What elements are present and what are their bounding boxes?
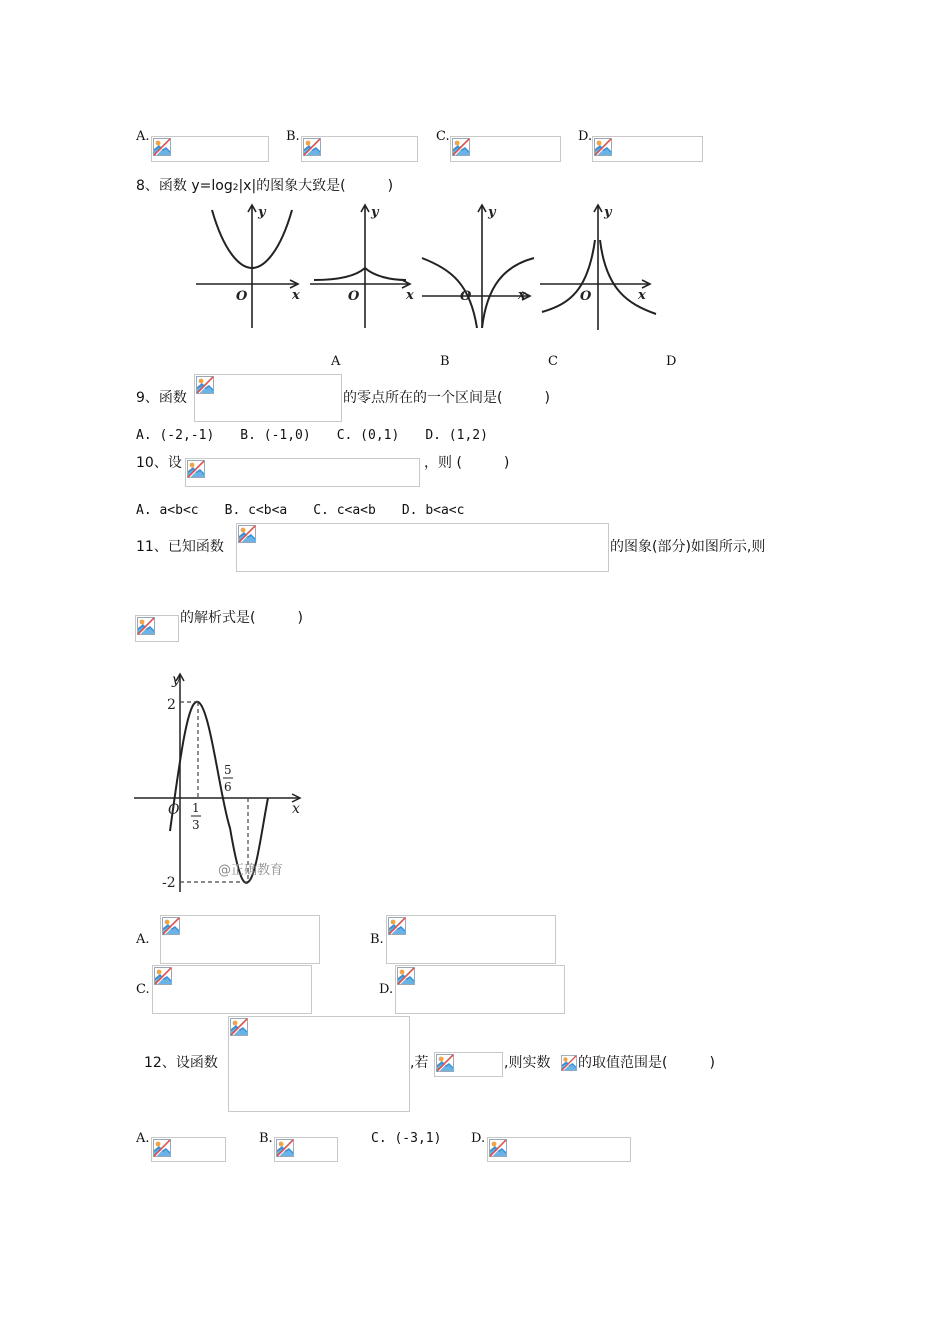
graph-option-a: A [331,354,341,369]
graph-y-label: y [172,672,180,688]
q12-option-image-d [487,1137,631,1162]
broken-image-icon [153,1139,171,1157]
broken-image-icon [162,917,180,935]
q11-option-image-d [395,965,565,1014]
graph-origin: O [168,802,180,818]
graph-b-y-label: y [371,205,379,220]
broken-image-icon [187,460,205,478]
graph-c-y-label: y [488,205,496,220]
graph-b-origin: O [348,289,360,304]
question-8-graphs [190,200,670,340]
broken-image-icon [489,1139,507,1157]
q12-option-label-d: D. [471,1131,486,1146]
broken-image-icon [230,1018,248,1036]
option-image-d [592,136,703,162]
question-12-mid2: ,则实数 [504,1055,551,1071]
question-9-suffix: 的零点所在的一个区间是( ) [343,390,550,406]
q12-option-image-a [151,1137,226,1162]
option-image-c [450,136,561,162]
broken-image-icon [388,917,406,935]
broken-image-icon [594,138,612,156]
graph-a-y-label: y [258,205,266,220]
broken-image-icon [452,138,470,156]
q12-option-image-b [274,1137,338,1162]
graph-c-x-label: x [518,288,526,303]
broken-image-icon [137,617,155,635]
option-image-b [301,136,418,162]
graph-d-y-label: y [604,205,612,220]
question-12-mid1: ,若 [410,1055,429,1071]
question-11-suffix: 的图象(部分)如图所示,则 [610,539,766,555]
broken-image-icon [153,138,171,156]
tick-1-3-num: 1 [192,801,200,815]
broken-image-icon [196,376,214,394]
question-10-prefix: 10、设 [136,455,182,471]
graph-option-c: C [548,354,558,369]
q11-option-image-b [386,915,556,964]
graph-a-origin: O [236,289,248,304]
q11-option-label-a: A. [136,932,150,947]
broken-image-icon [238,525,256,543]
graph-option-d: D [666,354,677,369]
question-12-variable-image [561,1055,579,1073]
broken-image-icon [436,1054,454,1072]
question-10-options: A. a<b<c B. c<b<a C. c<a<b D. b<a<c [136,503,465,518]
tick-5-6-den: 6 [224,780,232,794]
q12-option-label-b: B. [259,1131,273,1146]
option-label-a: A. [136,129,150,144]
question-12-suffix: 的取值范围是( ) [578,1055,715,1071]
graph-y-min: -2 [162,875,176,891]
question-10-formula-image [185,458,420,487]
graph-b-x-label: x [406,288,414,303]
option-label-b: B. [286,129,300,144]
tick-5-6-num: 5 [224,763,232,777]
question-12-condition-image [434,1052,503,1077]
question-12-piecewise-image [228,1016,410,1112]
watermark-text: @正确教育 [218,863,284,878]
graph-option-b: B [440,354,450,369]
broken-image-icon [561,1055,577,1071]
question-11-formula-image [236,523,609,572]
broken-image-icon [276,1139,294,1157]
question-9-prefix: 9、函数 [136,390,187,406]
question-11-function-image [135,615,179,642]
graph-d-x-label: x [638,288,646,303]
tick-1-3-den: 3 [192,818,200,832]
question-9-options: A. (-2,-1) B. (-1,0) C. (0,1) D. (1,2) [136,428,488,443]
broken-image-icon [397,967,415,985]
graph-y-max: 2 [167,697,176,713]
q12-option-label-a: A. [136,1131,150,1146]
option-image-a [151,136,269,162]
q11-option-label-b: B. [370,932,384,947]
q11-option-image-a [160,915,320,964]
question-12-prefix: 12、设函数 [144,1055,218,1071]
question-9-formula-image [194,374,342,422]
question-11-line2: 的解析式是( ) [180,610,303,626]
option-label-c: C. [436,129,450,144]
question-8-text: 8、函数 y=log2|x|的图象大致是( ) [136,178,394,194]
question-10-suffix: ，则 ( ) [424,455,510,471]
q11-option-label-d: D. [379,982,394,997]
broken-image-icon [303,138,321,156]
q11-option-label-c: C. [136,982,150,997]
question-11-graph [132,668,312,898]
option-label-d: D. [578,129,593,144]
graph-a-x-label: x [292,288,300,303]
broken-image-icon [154,967,172,985]
q11-option-image-c [152,965,312,1014]
graph-d-origin: O [580,289,592,304]
graph-c-origin: O [460,289,472,304]
graph-x-label: x [292,801,300,817]
question-11-prefix: 11、已知函数 [136,539,224,555]
q12-option-c: C. (-3,1) [371,1131,442,1146]
